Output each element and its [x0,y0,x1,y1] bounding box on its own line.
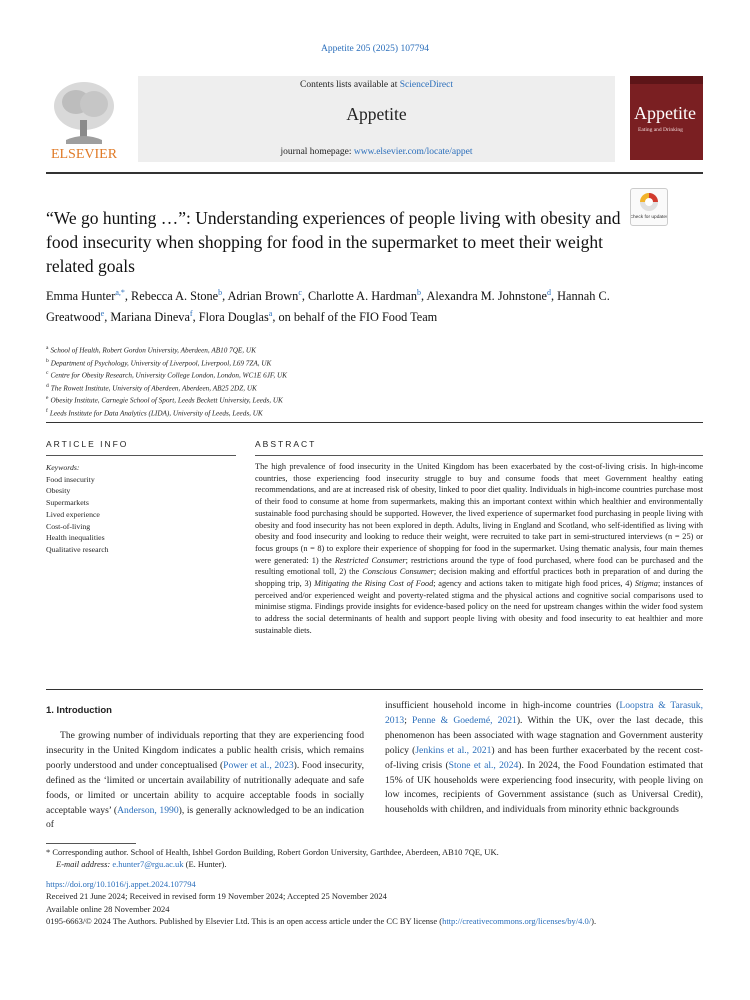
homepage-link[interactable]: www.elsevier.com/locate/appet [353,147,473,157]
keywords-list [46,462,109,556]
cover-subtitle: Eating and Drinking [638,127,683,133]
keyword: Qualitative research [46,544,109,554]
section-divider [46,422,703,423]
cover-stripe [630,76,703,84]
citation-link[interactable]: Jenkins et al., 2021 [415,744,492,756]
received-dates: Received 21 June 2024; Received in revised form 19 November 2024; Accepted 25 November 2024 [46,891,387,902]
keyword: Supermarkets [46,498,89,508]
affiliations [46,343,646,419]
journal-name: Appetite [346,104,407,124]
homepage-prefix: journal homepage: [280,147,352,157]
author[interactable]: Adrian Brown$^c$ [227,288,302,304]
abstract-text: The high prevalence of food insecurity in the United Kingdom has been exacerbated by the cost-of-living crisis. In high-income countries, those experiencing food insecurity struggle to buy and consume foods that meet Government healthy eating recommendations, and are at increased risk of obesity, linked to poor diet quality. Individuals in high-income countries purchase most of their food to consume at home from supermarkets, making this an important context within which healthier and environmentally sustainable food purchasing should be supported. However, the lived experience of supermarket food purchasing in people living with obesity and food insecurity has not been explored in depth. Adults, living in England and Scotland, who self-identified as living with obesity and food insecurity and looking to reduce their weight, were recruited to take part in semi-structured interviews (n = 25) or focus groups (n = 8) to explore their experience of shopping for food in the supermarket. Using thematic analysis, four main themes were generated: 1) the Restricted Consumer; restrictions around the type of food purchased, where food can be purchased and the resulting emotional toll, 2) the Conscious Consumer; decision making and effortful practices both in preparation of and during the shopping trip, 3) Mitigating the Rising Cost of Food; agency and actions taken to mitigate high food prices, 4) Stigma; instances of perceived and/or experienced weight and poverty-related stigma and the physical actions and cognitive social comparisons used to minimise stigma. Findings provide insights for evidence-based policy on the need for upstream changes within the wider food system to address the social determinants of health and support people living with obesity and food insecurity to eat healthier and more sustainable diets. [255,462,704,635]
cover-title: Appetite [634,103,696,123]
tree-logo-icon [46,76,122,162]
intro-right-column [385,699,703,818]
affiliation: $^f$ Leeds Institute for Data Analytics (LIDA), University of Leeds, Leeds, UK [46,407,263,418]
citation-link[interactable]: Loopstra & Tarasuk, 2013 [385,700,703,726]
contents-prefix: Contents lists available at [299,80,398,90]
keyword: Lived experience [46,509,100,519]
affiliation: $^e$ Obesity Institute, Carnegie School of Sport, Leeds Beckett University, Leeds, UK [46,395,283,405]
email-link[interactable]: e.hunter7@rgu.ac.uk [112,859,184,870]
journal-cover[interactable] [630,76,703,160]
affiliation: $^b$ Department of Psychology, University of Liverpool, Liverpool, L69 7ZA, UK [46,357,272,367]
intro-paragraph: insufficient household income in high-income countries (Loopstra & Tarasuk, 2013; Penne & Goedemé, 2021). Within the UK, over the last decade, this phenomenon has been associated with wage stagnation and Government austerity policy (Jenkins et al., 2021) and has been further exacerbated by the recent cost-of-living crisis (Stone et al., 2024). In 2024, the Food Foundation estimated that 15% of UK households were experiencing food insecurity, with people living on low incomes, recipients of Government assistance (such as Universal Credit), households with children, and individuals from minority ethnic backgrounds [385,700,704,816]
license-link[interactable]: http://creativecommons.org/licenses/by/4.0/ [442,915,592,926]
author[interactable]: Mariana Dineva$^f$ [110,309,193,325]
citation-link[interactable]: Anderson, 1990 [117,804,179,816]
abstract-heading: ABSTRACT [255,439,317,449]
affiliation: $^d$ The Rowett Institute, University of Aberdeen, Aberdeen, AB25 2DZ, UK [46,382,257,393]
abstract-rule [255,455,703,456]
journal-citation[interactable]: Appetite 205 (2025) 107794 [321,44,429,54]
author[interactable]: Rebecca A. Stone$^b$ [131,288,223,304]
author[interactable]: Flora Douglas$^a$ [198,309,273,325]
header-divider [46,172,703,174]
author[interactable]: Alexandra M. Johnstone$^d$ [426,288,552,304]
keywords-label: Keywords: [46,463,80,472]
body-divider [46,689,703,690]
author[interactable]: Hannah C. Greatwood$^e$ [46,289,610,325]
footnote [46,846,706,871]
authors-suffix: on behalf of the FIO Food Team [278,310,438,325]
svg-text:ELSEVIER: ELSEVIER [50,147,118,162]
author[interactable]: Charlotte A. Hardman$^b$ [308,288,421,304]
email-line: E-mail address: e.hunter7@rgu.ac.uk (E. Hunter). [56,859,227,870]
keyword: Cost-of-living [46,521,91,531]
contents-line [138,80,615,90]
journal-banner [138,76,615,162]
footnote-rule [46,843,136,844]
keyword: Health inequalities [46,533,105,543]
online-date: Available online 28 November 2024 [46,903,170,914]
citation-link[interactable]: Stone et al., 2024 [448,759,519,771]
article-title: “We go hunting …”: Understanding experiences of people living with obesity and food insecurity when shopping for food in the supermarket to meet their weight related goals [46,208,621,276]
intro-paragraph: The growing number of individuals reporting that they are experiencing food insecurity in the United Kingdom indicates a public health crisis, which remains poorly understood and under conceptualised (Power et al., 2023). Food insecurity, defined as the ‘limited or uncertain availability of nutritionally adequate and safe foods, or limited or uncertain ability to acquire acceptable foods in socially acceptable ways’ (Anderson, 1990), is generally acknowledged to be an indication of [46,730,364,831]
citation-link[interactable]: Power et al., 2023 [223,759,294,771]
doi-link[interactable]: https://doi.org/10.1016/j.appet.2024.107794 [46,879,196,889]
keyword: Obesity [46,486,71,496]
elsevier-logo [46,76,122,162]
introduction-heading: 1. Introduction [46,705,112,716]
check-updates-icon [631,189,667,225]
author-list: Emma Hunter$^{a,*}$, Rebecca A. Stone$^b$, Adrian Brown$^c$, Charlotte A. Hardman$^b$, Alexandra M. Johnstone$^d$, Hannah C. Greatwood$^e$, Mariana Dineva$^f$, Flora Douglas$^a$, on behalf of the FIO Food Team [46,288,610,325]
check-for-updates-button[interactable] [630,188,668,226]
author[interactable]: Emma Hunter$^{a,*}$ [46,288,125,304]
corresponding-author-note: * Corresponding author. School of Health, Ishbel Gordon Building, Robert Gordon University, Garthdee, Aberdeen, AB10 7QE, UK. [46,847,499,857]
article-info-rule [46,455,236,456]
citation-link[interactable]: Penne & Goedemé, 2021 [412,714,517,726]
affiliation: $^c$ Centre for Obesity Research, University College London, London, WC1E 6JF, UK [46,370,287,380]
homepage-line [138,147,615,157]
sciencedirect-link[interactable]: ScienceDirect [399,80,453,90]
keyword: Food insecurity [46,474,95,484]
article-info-heading: ARTICLE INFO [46,439,129,449]
affiliation: $^a$ School of Health, Robert Gordon University, Aberdeen, AB10 7QE, UK [46,345,256,355]
intro-left-column [46,729,364,833]
svg-text:Check for updates: Check for updates [631,215,667,220]
license-line: 0195-6663/© 2024 The Authors. Published by Elsevier Ltd. This is an open access article under the CC BY license (http://creativecommons.org/licenses/by/4.0/). [46,915,597,926]
publication-info [46,878,716,927]
